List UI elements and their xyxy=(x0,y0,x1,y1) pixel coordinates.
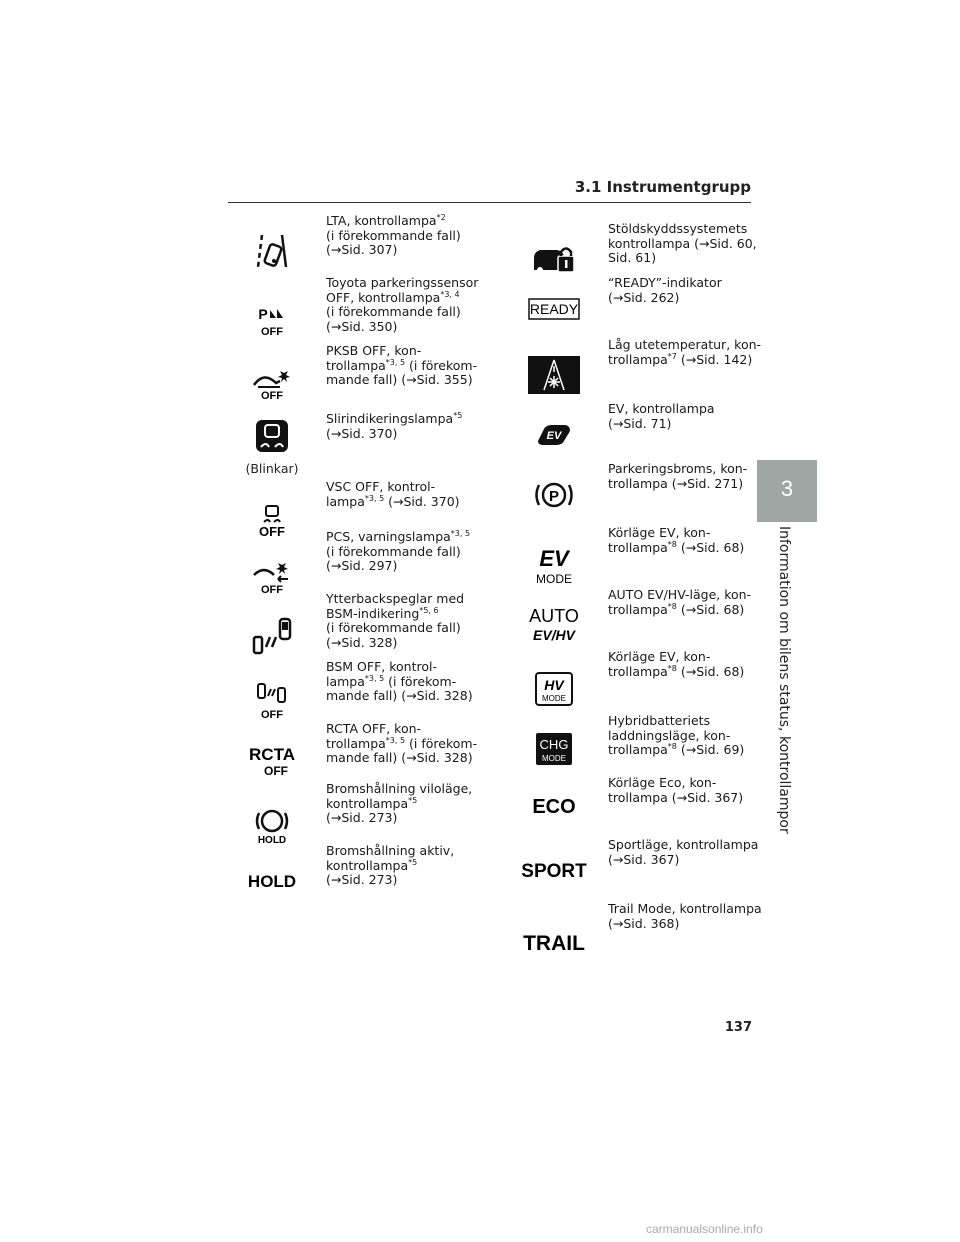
chapter-number: 3 xyxy=(780,476,794,501)
indicator-description xyxy=(326,344,496,388)
line-text: trollampa xyxy=(608,351,668,367)
description-line xyxy=(326,545,496,560)
svg-text:TRAIL: TRAIL xyxy=(523,932,585,955)
footnote-ref: *3, 5 xyxy=(364,493,385,503)
line-text: BSM-indikering xyxy=(326,605,420,621)
description-line xyxy=(326,859,496,874)
svg-text:ECO: ECO xyxy=(532,796,576,818)
brake-hold-standby-icon xyxy=(236,800,308,850)
line-text: trollampa (→Sid. 367) xyxy=(608,789,744,805)
description-line xyxy=(326,636,496,651)
description-line xyxy=(326,559,496,574)
description-line xyxy=(326,344,496,359)
description-line xyxy=(608,714,778,729)
line-text-after: (→Sid. 68) xyxy=(676,601,745,617)
footnote-ref: *8 xyxy=(667,539,677,549)
line-text: Stöldskyddssystemets xyxy=(608,221,748,236)
footnote-ref: *8 xyxy=(667,663,677,673)
line-text: lampa xyxy=(326,493,365,509)
description-line xyxy=(608,276,778,291)
indicator-description xyxy=(608,714,778,758)
line-text: (→Sid. 350) xyxy=(326,318,398,334)
trail-mode-icon xyxy=(518,916,590,966)
line-text: trollampa xyxy=(326,735,386,751)
description-line xyxy=(326,797,496,812)
pcs-warning-icon xyxy=(236,552,308,602)
svg-text:P: P xyxy=(258,306,268,322)
description-line xyxy=(326,373,496,388)
description-line xyxy=(608,251,778,266)
brake-hold-active-icon xyxy=(236,856,308,906)
description-line xyxy=(608,650,778,665)
security-indicator-icon xyxy=(518,234,590,284)
parking-brake-icon xyxy=(518,470,590,520)
line-text: VSC OFF, kontrol- xyxy=(326,479,436,494)
line-text: trollampa xyxy=(326,357,386,373)
line-text: EV, kontrollampa xyxy=(608,401,715,416)
indicator-description xyxy=(608,222,778,266)
description-line xyxy=(326,291,496,306)
line-text: (i förekommande fall) xyxy=(326,227,461,243)
description-line xyxy=(608,729,778,744)
description-line xyxy=(326,782,496,797)
description-line xyxy=(326,243,496,258)
line-text: mande fall) (→Sid. 328) xyxy=(326,688,473,703)
bsm-off-icon xyxy=(236,676,308,726)
line-text-after: (→Sid. 69) xyxy=(676,742,745,757)
ev-mode-icon xyxy=(518,542,590,592)
line-text: trollampa xyxy=(608,663,668,679)
line-text: (→Sid. 297) xyxy=(326,558,398,573)
line-text: kontrollampa (→Sid. 60, xyxy=(608,235,757,251)
description-line xyxy=(608,902,778,917)
line-text: BSM OFF, kontrol- xyxy=(326,659,437,674)
footnote-ref: *8 xyxy=(667,742,677,751)
line-text: (→Sid. 262) xyxy=(608,289,680,305)
description-line xyxy=(608,665,778,680)
line-text: (→Sid. 368) xyxy=(608,915,680,931)
svg-text:RCTA: RCTA xyxy=(249,745,295,764)
line-text: (→Sid. 71) xyxy=(608,415,672,431)
line-text: (i förekommande fall) xyxy=(326,543,461,559)
line-text-after: (→Sid. 68) xyxy=(676,539,745,555)
description-line xyxy=(326,660,496,675)
indicator-description xyxy=(608,902,778,931)
line-text: kontrollampa xyxy=(326,795,409,811)
page-number: 137 xyxy=(724,1020,752,1035)
line-text: kontrollampa xyxy=(326,857,409,873)
indicator-description xyxy=(326,214,496,258)
description-line xyxy=(608,237,778,252)
description-line xyxy=(326,592,496,607)
eco-mode-icon xyxy=(518,780,590,830)
line-text: (i förekommande fall) xyxy=(326,620,461,635)
watermark: carmanualsonline.info xyxy=(646,1222,763,1236)
indicator-description xyxy=(608,462,778,491)
description-line xyxy=(326,495,496,510)
indicator-description xyxy=(608,526,778,555)
svg-text:OFF: OFF xyxy=(261,390,283,402)
line-text: Toyota parkeringssensor xyxy=(326,275,479,290)
description-line xyxy=(608,853,778,868)
indicator-description xyxy=(326,660,496,704)
indicator-description xyxy=(608,588,778,617)
svg-text:READY: READY xyxy=(529,301,579,317)
icon-caption: (Blinkar) xyxy=(245,460,299,476)
ev-indicator-icon xyxy=(518,408,590,458)
description-line xyxy=(326,359,496,374)
indicator-description xyxy=(326,592,496,650)
line-text-after: (i förekom- xyxy=(405,357,478,373)
line-text: Slirindikeringslampa xyxy=(326,411,454,426)
svg-text:OFF: OFF xyxy=(264,764,288,778)
svg-text:P: P xyxy=(548,488,560,505)
chapter-title: Information om bilens status, kontrollampor xyxy=(776,526,792,834)
description-line xyxy=(326,675,496,690)
line-text: Bromshållning aktiv, xyxy=(326,843,455,858)
description-line xyxy=(608,541,778,556)
description-line xyxy=(326,276,496,291)
line-text: Sportläge, kontrollampa xyxy=(608,837,759,852)
svg-text:OFF: OFF xyxy=(261,709,283,721)
description-line xyxy=(608,838,778,853)
svg-text:MODE: MODE xyxy=(542,694,566,703)
footnote-ref: *7 xyxy=(667,351,677,361)
indicator-description xyxy=(608,276,778,305)
slip-indicator-icon xyxy=(236,422,308,476)
auto-ev-hv-icon xyxy=(518,600,590,650)
svg-text:HOLD: HOLD xyxy=(247,872,297,891)
line-text-after: (→Sid. 142) xyxy=(676,351,753,367)
footnote-ref: *3, 5 xyxy=(385,735,406,745)
description-line xyxy=(326,621,496,636)
line-text: trollampa xyxy=(608,742,668,757)
line-text: (→Sid. 307) xyxy=(326,242,398,257)
description-line xyxy=(326,811,496,826)
page-header xyxy=(228,176,751,203)
line-text-after: (i förekom- xyxy=(405,735,478,751)
chg-mode-icon xyxy=(518,724,590,774)
description-line xyxy=(608,776,778,791)
description-line xyxy=(608,743,778,758)
footnote-ref: *5 xyxy=(408,857,418,867)
indicator-description xyxy=(326,412,496,441)
indicator-description xyxy=(326,276,496,334)
description-line xyxy=(608,291,778,306)
description-line xyxy=(326,844,496,859)
description-line xyxy=(326,427,496,442)
line-text: Parkeringsbroms, kon- xyxy=(608,461,748,476)
sport-mode-icon xyxy=(518,844,590,894)
line-text: Körläge EV, kon- xyxy=(608,525,711,540)
footnote-ref: *2 xyxy=(436,213,446,222)
indicator-description xyxy=(326,480,496,509)
footnote-ref: *5 xyxy=(408,795,418,805)
svg-text:HOLD: HOLD xyxy=(257,835,287,846)
indicator-description xyxy=(608,776,778,805)
indicator-description xyxy=(608,338,778,367)
description-line xyxy=(608,462,778,477)
line-text: (→Sid. 370) xyxy=(326,425,398,441)
line-text: (→Sid. 367) xyxy=(608,851,680,867)
low-outside-temp-icon xyxy=(518,350,590,400)
rcta-off-icon xyxy=(236,736,308,786)
description-line xyxy=(326,229,496,244)
description-line xyxy=(326,214,496,229)
line-text: Sid. 61) xyxy=(608,250,657,265)
line-text-after: (→Sid. 68) xyxy=(676,663,745,679)
svg-text:EV: EV xyxy=(546,430,562,442)
footnote-ref: *3, 5 xyxy=(385,357,406,367)
description-line xyxy=(326,412,496,427)
line-text: mande fall) (→Sid. 355) xyxy=(326,372,473,387)
footnote-ref: *3, 5 xyxy=(364,673,385,683)
indicator-description xyxy=(608,838,778,867)
description-line xyxy=(608,222,778,237)
svg-text:EV: EV xyxy=(539,546,569,571)
section-title: 3.1 Instrumentgrupp xyxy=(574,178,751,196)
footnote-ref: *3, 4 xyxy=(440,289,460,299)
bsm-mirror-icon xyxy=(236,610,308,660)
svg-text:SPORT: SPORT xyxy=(521,861,587,882)
svg-text:OFF: OFF xyxy=(261,584,283,596)
svg-text:AUTO: AUTO xyxy=(529,606,579,626)
line-text: (→Sid. 273) xyxy=(326,810,398,825)
description-line xyxy=(608,588,778,603)
description-line xyxy=(608,603,778,618)
svg-text:OFF: OFF xyxy=(261,326,283,338)
hv-mode-icon xyxy=(518,664,590,714)
line-text: OFF, kontrollampa xyxy=(326,289,441,305)
line-text: PKSB OFF, kon- xyxy=(326,343,422,358)
ready-indicator-icon xyxy=(518,284,590,334)
line-text: (i förekommande fall) xyxy=(326,304,461,319)
line-text: Låg utetemperatur, kon- xyxy=(608,337,762,352)
description-line xyxy=(608,353,778,368)
description-line xyxy=(326,305,496,320)
svg-text:CHG: CHG xyxy=(539,737,569,752)
line-text: Bromshållning viloläge, xyxy=(326,781,473,796)
footnote-ref: *5 xyxy=(453,411,463,420)
vsc-off-icon xyxy=(236,496,308,546)
line-text: PCS, varningslampa xyxy=(326,529,451,544)
description-line xyxy=(326,689,496,704)
line-text: lampa xyxy=(326,673,365,689)
line-text: laddningsläge, kon- xyxy=(608,727,731,743)
line-text: “READY”-indikator xyxy=(608,275,722,290)
parking-sensor-off-icon xyxy=(236,296,308,346)
line-text: Trail Mode, kontrollampa xyxy=(608,901,762,916)
indicator-description xyxy=(608,650,778,679)
line-text-after: (→Sid. 370) xyxy=(384,493,460,509)
line-text: mande fall) (→Sid. 328) xyxy=(326,750,473,765)
indicator-description xyxy=(326,722,496,766)
description-line xyxy=(608,402,778,417)
description-line xyxy=(608,526,778,541)
description-line xyxy=(326,873,496,888)
indicator-description xyxy=(326,844,496,888)
indicator-description xyxy=(326,782,496,826)
pksb-off-icon xyxy=(236,358,308,408)
line-text-after: (i förekom- xyxy=(384,673,457,689)
description-line xyxy=(608,477,778,492)
svg-text:HV: HV xyxy=(544,677,564,693)
line-text: Ytterbackspeglar med xyxy=(326,591,465,606)
indicator-description xyxy=(326,530,496,574)
description-line xyxy=(326,722,496,737)
line-text: trollampa xyxy=(608,539,668,555)
line-text: Hybridbatteriets xyxy=(608,713,711,728)
indicator-description xyxy=(608,402,778,431)
line-text: trollampa (→Sid. 271) xyxy=(608,475,744,491)
footnote-ref: *5, 6 xyxy=(419,605,439,615)
footnote-ref: *8 xyxy=(667,601,677,611)
description-line xyxy=(608,417,778,432)
lane-tracing-assist-icon xyxy=(236,226,308,276)
line-text: (→Sid. 273) xyxy=(326,872,398,887)
line-text: LTA, kontrollampa xyxy=(326,213,437,228)
line-text: trollampa xyxy=(608,601,668,617)
description-line xyxy=(326,607,496,622)
description-line xyxy=(608,917,778,932)
description-line xyxy=(326,480,496,495)
line-text: (→Sid. 328) xyxy=(326,634,398,650)
description-line xyxy=(608,338,778,353)
description-line xyxy=(326,751,496,766)
footnote-ref: *3, 5 xyxy=(450,529,471,538)
line-text: Körläge EV, kon- xyxy=(608,649,711,664)
svg-text:EV/HV: EV/HV xyxy=(532,627,576,643)
line-text: AUTO EV/HV-läge, kon- xyxy=(608,587,752,602)
line-text: RCTA OFF, kon- xyxy=(326,721,422,736)
description-line xyxy=(326,530,496,545)
description-line xyxy=(326,320,496,335)
svg-text:MODE: MODE xyxy=(542,754,566,763)
description-line xyxy=(326,737,496,752)
svg-text:MODE: MODE xyxy=(536,572,572,586)
line-text: Körläge Eco, kon- xyxy=(608,775,717,790)
svg-text:OFF: OFF xyxy=(259,524,285,539)
description-line xyxy=(608,791,778,806)
